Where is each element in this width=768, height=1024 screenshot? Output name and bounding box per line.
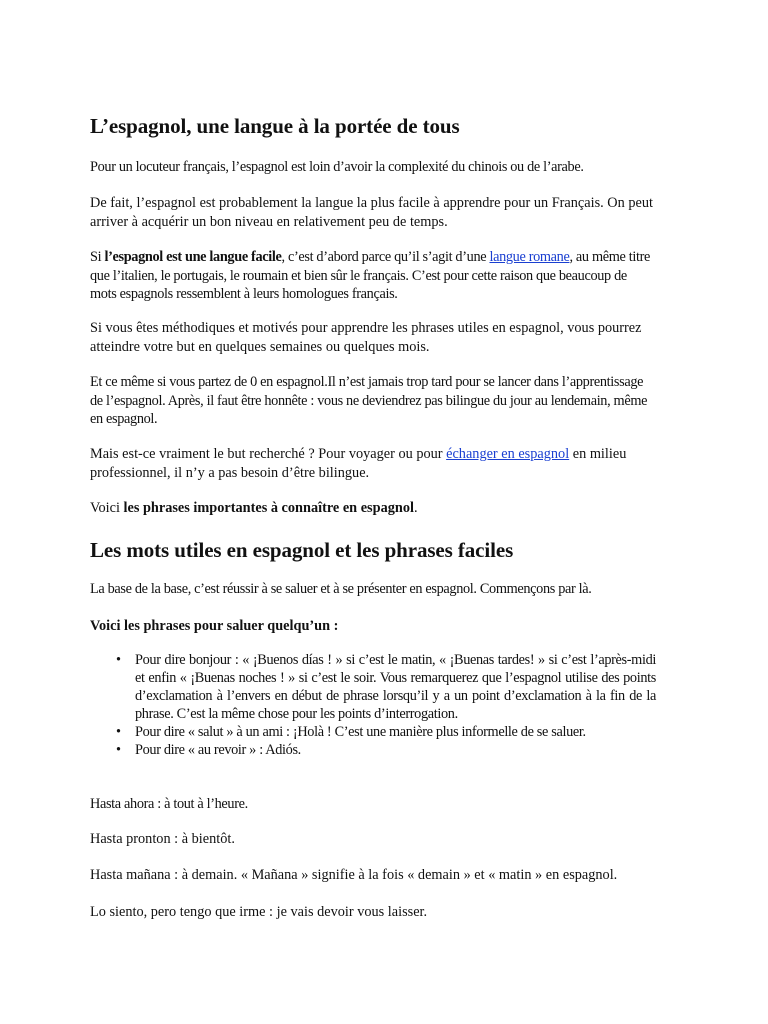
p3-mid: , c’est d’abord parce qu’il s’agit d’une xyxy=(281,249,490,265)
list-item-bonjour: • Pour dire bonjour : « ¡Buenos días ! » si c’est le matin, « ¡Buenas tardes! » si c’est l’après-midi et enfin « ¡Buenas noches ! » si c’est le soir. Vous remarquerez que l’espagnol utilise des points d’exclamation à l’envers en début de phrase lorsqu’il y a un point d’exclamation à la fin de la phrase. C’est la même chose pour les points d’interrogation. xyxy=(90,651,656,723)
paragraph-base: La base de la base, c’est réussir à se saluer et à se présenter en espagnol. Commençons par là. xyxy=(90,581,592,597)
list-item-salut: • Pour dire « salut » à un ami : ¡Holà ! C’est une manière plus informelle de se saluer. xyxy=(90,723,656,741)
link-langue-romane[interactable]: langue romane xyxy=(489,249,570,265)
greeting-intro-bold: Voici les phrases pour saluer quelqu’un : xyxy=(90,618,339,634)
p7-pre: Voici xyxy=(90,500,124,516)
paragraph-hasta-manana: Hasta mañana : à demain. « Mañana » signifie à la fois « demain » et « matin » en espagnol. xyxy=(90,867,618,883)
paragraph-fact: De fait, l’espagnol est probablement la langue la plus facile à apprendre pour un Français. On peut arriver à acquérir un bon niveau en relativement peu de temps. xyxy=(90,195,653,230)
p6-post: en milieu professionnel, il n’y a pas besoin d’être bilingue. xyxy=(90,446,627,481)
section-heading-1: L’espagnol, une langue à la portée de tous xyxy=(90,114,460,138)
paragraph-purpose xyxy=(90,445,656,482)
p3-pre: Si xyxy=(90,249,105,265)
paragraph-romance-language xyxy=(90,248,656,304)
paragraph-voici xyxy=(90,499,656,518)
link-echanger-en-espagnol[interactable]: échanger en espagnol xyxy=(446,446,570,462)
paragraph-hasta-ahora: Hasta ahora : à tout à l’heure. xyxy=(90,796,248,812)
greeting-list xyxy=(90,651,656,759)
paragraph-from-zero: Et ce même si vous partez de 0 en espagnol.Il n’est jamais trop tard pour se lancer dans l’apprentissage de l’espagnol. Après, il faut être honnête : vous ne deviendrez pas bilingue du jour au lendemain, même en espagnol. xyxy=(90,374,648,427)
p7-bold: les phrases importantes à connaître en espagnol xyxy=(123,500,414,516)
paragraph-intro: Pour un locuteur français, l’espagnol est loin d’avoir la complexité du chinois ou de l’arabe. xyxy=(90,159,584,175)
p6-pre: Mais est-ce vraiment le but recherché ? Pour voyager ou pour xyxy=(90,446,447,462)
paragraph-methodical: Si vous êtes méthodiques et motivés pour apprendre les phrases utiles en espagnol, vous pourrez atteindre votre but en quelques semaines ou quelques mois. xyxy=(90,320,642,355)
list-item-au-revoir: • Pour dire « au revoir » : Adiós. xyxy=(90,741,656,759)
p3-post: , au même titre que l’italien, le portugais, le roumain et bien sûr le français. C’est pour cette raison que beaucoup de mots espagnols ressemblent à leurs homologues français. xyxy=(90,249,650,302)
paragraph-lo-siento: Lo siento, pero tengo que irme : je vais devoir vous laisser. xyxy=(90,904,428,920)
paragraph-greeting-intro xyxy=(90,617,656,636)
section-heading-2: Les mots utiles en espagnol et les phrases faciles xyxy=(90,538,514,562)
p3-bold: l’espagnol est une langue facile xyxy=(104,249,282,265)
p7-post: . xyxy=(413,500,418,516)
paragraph-hasta-pronton: Hasta pronton : à bientôt. xyxy=(90,831,235,847)
